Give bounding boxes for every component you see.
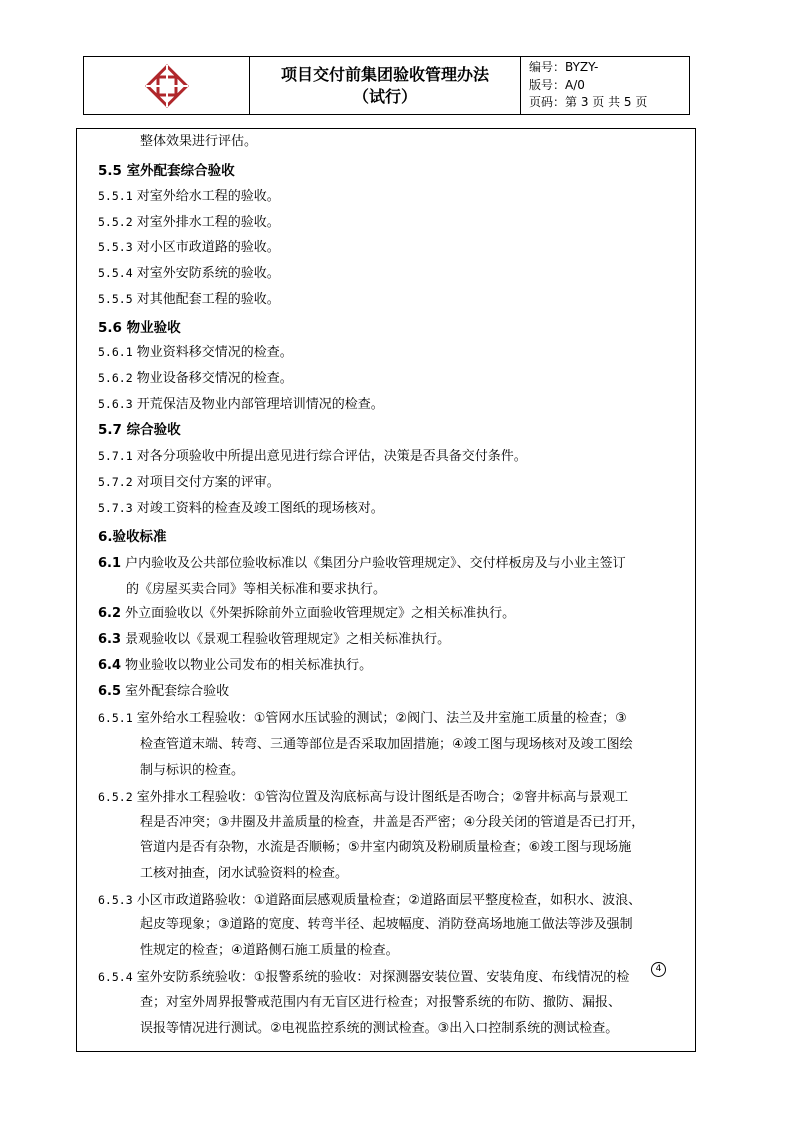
item-number: 5.5.2 bbox=[98, 215, 133, 229]
section-heading-5-5 bbox=[98, 163, 235, 179]
item-text: 物业设备移交情况的检查。 bbox=[136, 371, 293, 386]
item-text: 对小区市政道路的验收。 bbox=[136, 240, 280, 255]
text-line: 误报等情况进行测试。②电视监控系统的测试检查。③出入口控制系统的测试检查。 bbox=[140, 1021, 619, 1036]
text-line: 制与标识的检查。 bbox=[140, 763, 245, 778]
item-text: 室外给水工程验收：①管网水压试验的测试；②阀门、法兰及井室施工质量的检查；③ bbox=[136, 711, 627, 726]
list-item bbox=[98, 291, 280, 308]
item-number: 6.5.3 bbox=[98, 893, 133, 907]
list-item bbox=[98, 606, 515, 622]
list-item bbox=[98, 556, 626, 572]
item-number: 5.5.1 bbox=[98, 189, 133, 203]
section-heading-5-6 bbox=[98, 320, 181, 336]
section-title: 物业验收 bbox=[126, 320, 181, 336]
list-item bbox=[98, 214, 280, 231]
title-line-2: （试行） bbox=[352, 86, 417, 106]
text-line: 查；对室外周界报警戒范围内有无盲区进行检查；对报警系统的布防、撤防、漏报、 bbox=[140, 995, 622, 1010]
item-number: 5.7.3 bbox=[98, 501, 133, 515]
item-text: 对项目交付方案的评审。 bbox=[136, 475, 280, 490]
item-text: 物业验收以物业公司发布的相关标准执行。 bbox=[125, 658, 373, 673]
item-text: 对室外安防系统的验收。 bbox=[136, 266, 280, 281]
document-meta bbox=[521, 57, 689, 114]
item-text: 室外排水工程验收：①管沟位置及沟底标高与设计图纸是否吻合；②窨井标高与景观工 bbox=[136, 790, 629, 805]
item-text: 室外配套综合验收 bbox=[125, 684, 230, 699]
item-text: 物业资料移交情况的检查。 bbox=[136, 345, 293, 360]
section-number: 5.5 bbox=[98, 163, 122, 179]
text-line: 起皮等现象；③道路的宽度、转弯半径、起坡幅度、消防登高场地施工做法等涉及强制 bbox=[140, 917, 633, 932]
list-item bbox=[98, 344, 293, 361]
item-text: 对室外排水工程的验收。 bbox=[136, 215, 280, 230]
text-line: 检查管道末端、转弯、三通等部位是否采取加固措施；④竣工图与现场核对及竣工图绘 bbox=[140, 737, 633, 752]
item-number: 5.6.3 bbox=[98, 397, 133, 411]
list-item bbox=[98, 658, 372, 674]
item-number: 6.5.2 bbox=[98, 790, 133, 804]
doc-page: 页码：第 3 页 共 5 页 bbox=[529, 95, 648, 109]
item-number: 6.5.4 bbox=[98, 970, 133, 984]
text-line: 性规定的检查；④道路侧石施工质量的检查。 bbox=[140, 943, 399, 958]
item-number: 6.1 bbox=[98, 556, 122, 571]
text-line: 工核对抽查，闭水试验资料的检查。 bbox=[140, 866, 349, 881]
circled-number-marker: 4 bbox=[651, 962, 666, 977]
item-text: 对各分项验收中所提出意见进行综合评估，决策是否具备交付条件。 bbox=[136, 449, 527, 464]
list-item bbox=[98, 239, 280, 256]
list-item bbox=[98, 710, 627, 727]
item-text: 户内验收及公共部位验收标准以《集团分户验收管理规定》、交付样板房及与小业主签订 bbox=[125, 556, 626, 571]
list-item bbox=[98, 500, 384, 517]
item-text: 外立面验收以《外架拆除前外立面验收管理规定》之相关标准执行。 bbox=[125, 606, 516, 621]
item-text: 对其他配套工程的验收。 bbox=[136, 292, 280, 307]
item-text: 对竣工资料的检查及竣工图纸的现场核对。 bbox=[136, 501, 384, 516]
text-line: 程是否冲突；③井圈及井盖质量的检查，井盖是否严密；④分段关闭的管道是否已打开， bbox=[140, 815, 645, 830]
item-text: 对室外给水工程的验收。 bbox=[136, 189, 280, 204]
list-item bbox=[98, 188, 280, 205]
item-number: 6.5 bbox=[98, 684, 122, 699]
list-item bbox=[98, 969, 629, 986]
document-title bbox=[250, 57, 521, 114]
item-number: 5.7.1 bbox=[98, 449, 133, 463]
text-line: 整体效果进行评估。 bbox=[140, 134, 258, 149]
list-item bbox=[98, 789, 628, 806]
list-item bbox=[98, 265, 280, 282]
text-line: 的《房屋买卖合同》等相关标准和要求执行。 bbox=[126, 582, 387, 597]
item-text: 小区市政道路验收：①道路面层感观质量检查；②道路面层平整度检查，如积水、波浪、 bbox=[136, 893, 642, 908]
item-text: 景观验收以《景观工程验收管理规定》之相关标准执行。 bbox=[125, 632, 451, 647]
list-item bbox=[98, 370, 293, 387]
list-item bbox=[98, 684, 229, 700]
section-number: 5.7 bbox=[98, 422, 122, 438]
item-number: 6.5.1 bbox=[98, 711, 133, 725]
item-number: 5.6.2 bbox=[98, 371, 133, 385]
item-number: 5.7.2 bbox=[98, 475, 133, 489]
text-line: 管道内是否有杂物，水流是否顺畅；⑤井室内砌筑及粉刷质量检查；⑥竣工图与现场施 bbox=[140, 840, 632, 855]
list-item bbox=[98, 632, 450, 648]
item-text: 开荒保洁及物业内部管理培训情况的检查。 bbox=[136, 397, 384, 412]
list-item bbox=[98, 448, 527, 465]
doc-version: 版号：A/0 bbox=[529, 77, 585, 92]
section-title: 室外配套综合验收 bbox=[126, 163, 235, 179]
section-heading-5-7 bbox=[98, 422, 181, 438]
section-heading-6: 6.验收标准 bbox=[98, 529, 167, 545]
item-number: 6.3 bbox=[98, 632, 122, 647]
company-logo bbox=[84, 57, 250, 114]
document-header bbox=[83, 56, 690, 115]
list-item bbox=[98, 892, 641, 909]
list-item bbox=[98, 396, 384, 413]
title-line-1: 项目交付前集团验收管理办法 bbox=[280, 64, 489, 84]
section-number: 5.6 bbox=[98, 320, 122, 336]
doc-code: 编号：BYZY- bbox=[529, 60, 599, 74]
item-text: 室外安防系统验收：①报警系统的验收：对探测器安装位置、安装角度、布线情况的检 bbox=[136, 970, 630, 985]
item-number: 5.6.1 bbox=[98, 345, 133, 359]
item-number: 5.5.3 bbox=[98, 240, 133, 254]
item-number: 6.4 bbox=[98, 658, 122, 673]
list-item bbox=[98, 474, 280, 491]
section-title: 综合验收 bbox=[126, 422, 181, 438]
item-number: 5.5.5 bbox=[98, 292, 133, 306]
logo-icon bbox=[144, 63, 190, 109]
item-number: 6.2 bbox=[98, 606, 122, 621]
item-number: 5.5.4 bbox=[98, 266, 133, 280]
